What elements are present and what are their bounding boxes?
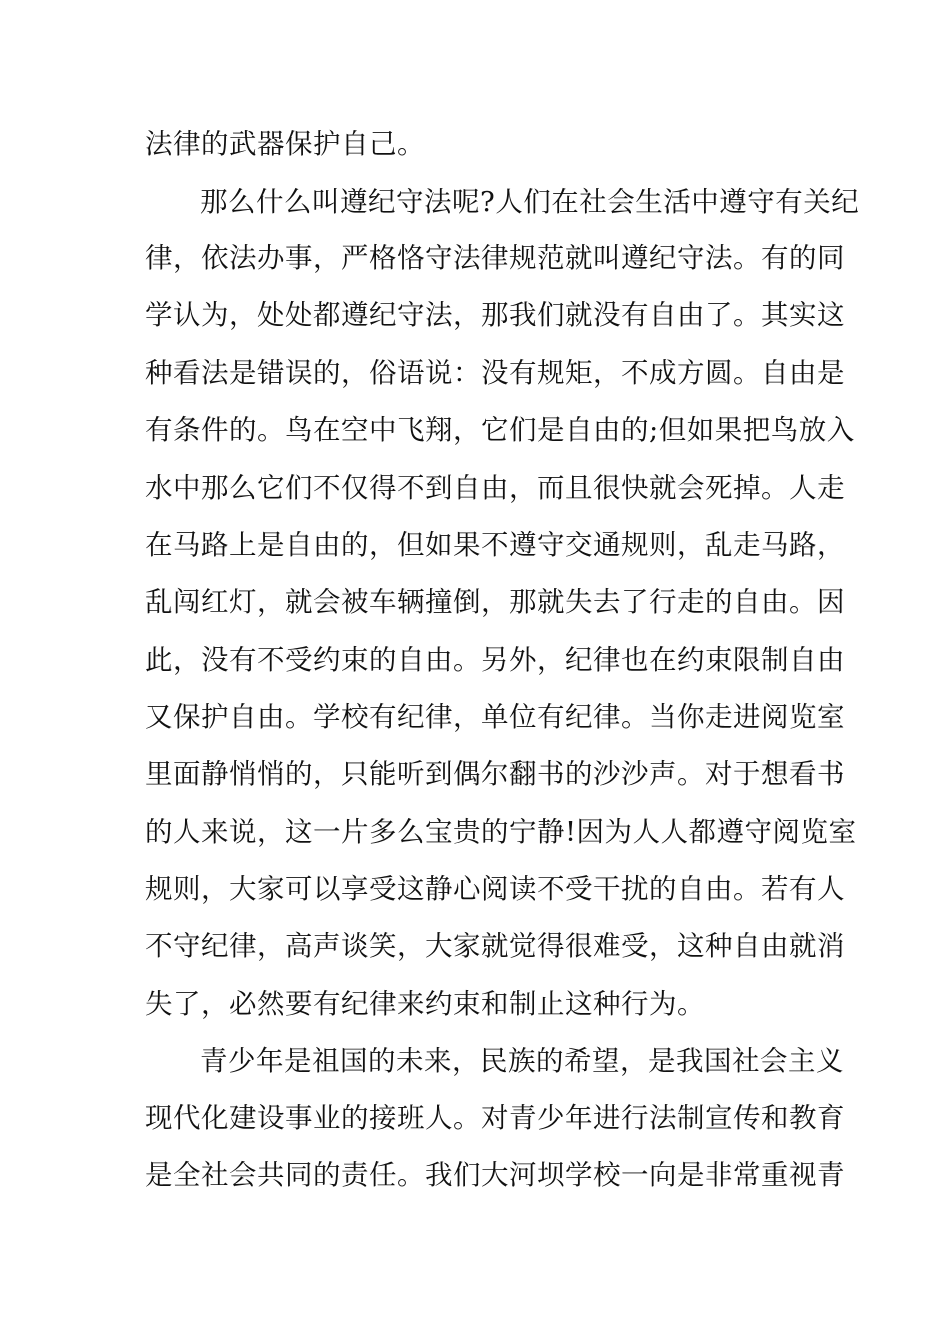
text-line: 在马路上是自由的，但如果不遵守交通规则，乱走马路，: [145, 529, 845, 561]
text-line: 是全社会共同的责任。我们大河坝学校一向是非常重视青: [145, 1159, 845, 1191]
text-line: 的人来说，这一片多么宝贵的宁静!因为人人都遵守阅览室: [145, 816, 857, 848]
text-line: 规则，大家可以享受这静心阅读不受干扰的自由。若有人: [145, 873, 845, 905]
text-line: 种看法是错误的，俗语说：没有规矩，不成方圆。自由是: [145, 357, 845, 389]
text-line: 不守纪律，高声谈笑，大家就觉得很难受，这种自由就消: [145, 930, 845, 962]
text-line: 那么什么叫遵纪守法呢?人们在社会生活中遵守有关纪: [200, 186, 860, 218]
text-line: 有条件的。鸟在空中飞翔，它们是自由的;但如果把鸟放入: [145, 414, 855, 446]
text-line: 法律的武器保护自己。: [145, 128, 425, 160]
text-line: 青少年是祖国的未来，民族的希望，是我国社会主义: [200, 1045, 844, 1077]
text-line: 律，依法办事，严格恪守法律规范就叫遵纪守法。有的同: [145, 242, 845, 274]
text-line: 乱闯红灯，就会被车辆撞倒，那就失去了行走的自由。因: [145, 586, 845, 618]
text-line: 失了，必然要有纪律来约束和制止这种行为。: [145, 988, 705, 1020]
text-line: 学认为，处处都遵纪守法，那我们就没有自由了。其实这: [145, 299, 845, 331]
text-line: 又保护自由。学校有纪律，单位有纪律。当你走进阅览室: [145, 701, 845, 733]
text-line: 水中那么它们不仅得不到自由，而且很快就会死掉。人走: [145, 472, 845, 504]
text-line: 此，没有不受约束的自由。另外，纪律也在约束限制自由: [145, 644, 845, 676]
text-line: 现代化建设事业的接班人。对青少年进行法制宣传和教育: [145, 1102, 845, 1134]
text-line: 里面静悄悄的，只能听到偶尔翻书的沙沙声。对于想看书: [145, 758, 845, 790]
